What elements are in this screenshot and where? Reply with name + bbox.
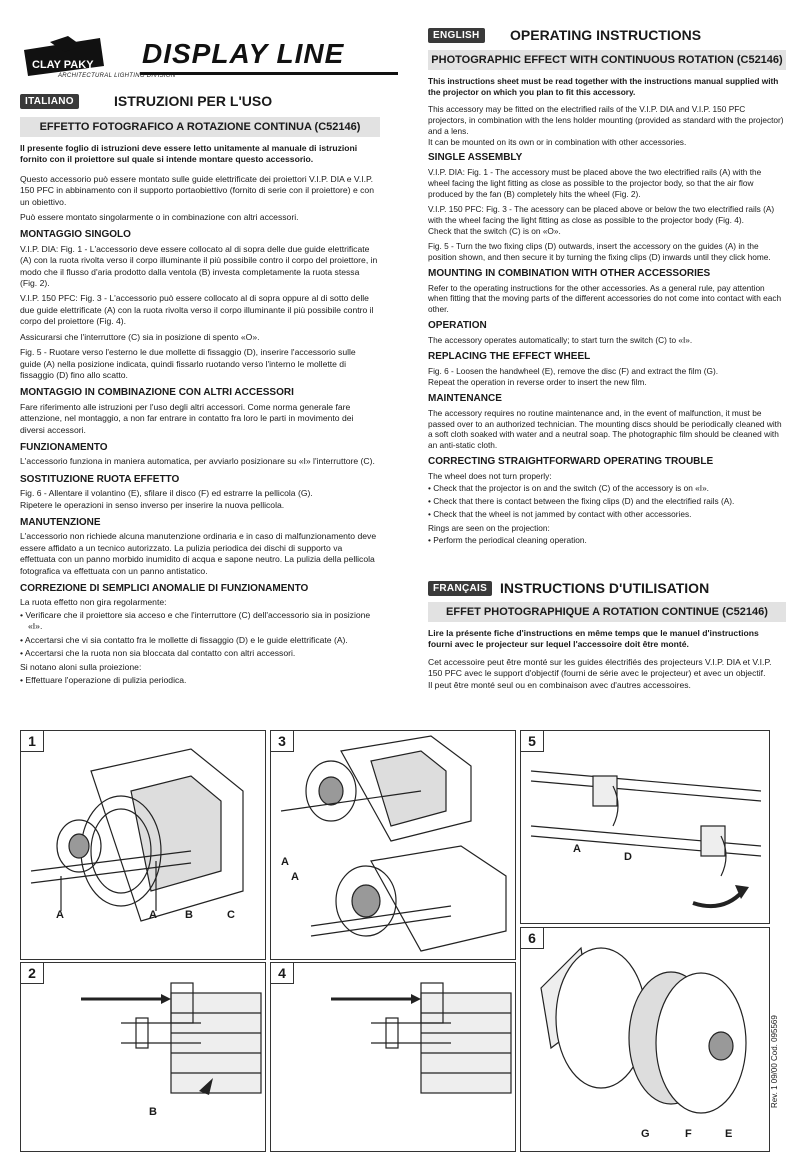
italiano-tag: ITALIANO xyxy=(20,94,79,109)
francais-p2: Il peut être monté seul ou en combinaison avec d'autres accessoires. xyxy=(428,679,691,690)
figure-number: 3 xyxy=(271,731,294,752)
italiano-h-trouble: CORREZIONE DI SEMPLICI ANOMALIE DI FUNZIONAMENTO xyxy=(20,583,309,594)
italiano-replace-1: Fig. 6 - Allentare il volantino (E), sfilare il disco (F) ed estrarre la pellicola (G). xyxy=(20,488,313,499)
italiano-single-1: V.I.P. DIA: Fig. 1 - L'accessorio deve essere collocato al di sopra delle due guide elettrificate (A) con la ruota rivolta verso il corpo illuminante il più possibile contro il corpo del proiettore, in modo che il flusso d'aria prodotto dalla ventola (B) investa completamente la ruota stessa (Fig. 2). xyxy=(20,243,378,289)
figure-4-drawing xyxy=(271,963,515,1151)
francais-p1: Cet accessoire peut être monté sur les guides électrifiés des projecteurs V.I.P. DIA et V.I.P. 150 PFC avec le support d'objectif (fourni de série avec le projecteur) et avec un objectif. xyxy=(428,656,772,679)
italiano-p1: Questo accessorio può essere montato sulle guide elettrificate dei proiettori V.I.P. DIA e V.I.P. 150 PFC in abbinamento con il supporto portaobiettivo (fornito di serie con il proiettore) e con un obiettivo. xyxy=(20,173,374,207)
italiano-trouble-intro: La ruota effetto non gira regolarmente: xyxy=(20,597,167,608)
figure-2 xyxy=(20,962,266,1152)
italiano-p2: Può essere montato singolarmente o in combinazione con altri accessori. xyxy=(20,212,299,223)
english-h-single: SINGLE ASSEMBLY xyxy=(428,152,523,164)
italiano-h-op: FUNZIONAMENTO xyxy=(20,441,108,453)
english-trouble-list2 xyxy=(428,535,784,546)
english-op: The accessory operates automatically; to start turn the switch (C) to «I». xyxy=(428,335,693,346)
italiano-h-combo: MONTAGGIO IN COMBINAZIONE CON ALTRI ACCESSORI xyxy=(20,387,294,399)
francais-tag: FRANÇAIS xyxy=(428,581,492,596)
italiano-replace-2: Ripetere le operazioni in senso inverso per inserire la nuova pellicola. xyxy=(20,499,285,510)
english-single-3: Check that the switch (C) is on «O». xyxy=(428,225,561,236)
list-item: • Check that the wheel is not jammed by contact with other accessories. xyxy=(428,508,692,519)
english-maint: The accessory requires no routine maintenance and, in the event of malfunction, it must be passed over to an authorized technician. The mounting discs should be periodically cleaned with a soft cloth soaked with water and a neutral soap. The photographic film should be cleaned with an anti-static cloth. xyxy=(428,407,782,451)
english-replace-2: Repeat the operation in reverse order to insert the new film. xyxy=(428,376,647,387)
italiano-trouble-intro2: Si notano aloni sulla proiezione: xyxy=(20,662,142,673)
english-subtitle: PHOTOGRAPHIC EFFECT WITH CONTINUOUS ROTATION (C52146) xyxy=(428,50,786,70)
figure-label: D xyxy=(624,851,632,863)
english-h-replace: REPLACING THE EFFECT WHEEL xyxy=(428,351,591,363)
francais-intro: Lire la présente fiche d'instructions en même temps que le manuel d'instructions fourni avec le projecteur sur lequel l'accessoire doit être monté. xyxy=(428,628,759,650)
brand-underline xyxy=(140,72,398,75)
english-p2: It can be mounted on its own or in combination with other accessories. xyxy=(428,136,687,147)
figure-number: 6 xyxy=(521,928,544,949)
figure-number: 2 xyxy=(21,963,44,984)
figure-4 xyxy=(270,962,516,1152)
figure-label: B xyxy=(149,1106,157,1118)
italiano-single-2: V.I.P. 150 PFC: Fig. 3 - L'accessorio può essere collocato al di sopra oppure al di sotto delle due guide elettrificate (A) con la ruota rivolta verso il corpo illuminante il più possibile contro il corpo del proiettore (Fig. 4). xyxy=(20,293,374,327)
italiano-trouble-list xyxy=(20,610,378,660)
italiano-h-single: MONTAGGIO SINGOLO xyxy=(20,229,131,241)
english-trouble-intro2: Rings are seen on the projection: xyxy=(428,522,550,533)
figure-label: A xyxy=(573,843,581,855)
figure-label: A xyxy=(56,909,64,921)
list-item: • Verificare che il proiettore sia acceso e che l'interruttore (C) dell'accessorio sia in posizione «I». xyxy=(20,609,371,632)
figure-6 xyxy=(520,927,770,1152)
figure-2-drawing xyxy=(21,963,265,1151)
italiano-trouble-list2 xyxy=(20,675,378,686)
logo-text: CLAY PAKY xyxy=(32,59,94,71)
list-item: • Check that the projector is on and the switch (C) of the accessory is on «I». xyxy=(428,483,709,494)
figure-number: 1 xyxy=(21,731,44,752)
english-single-2: V.I.P. 150 PFC: Fig. 3 - The acessory can be placed above or below the two electrified rails (A) with the wheel facing the light fitting as close as possible to the projector body (Fig. 4). xyxy=(428,204,775,225)
list-item: • Perform the periodical cleaning operation. xyxy=(428,534,587,545)
revision-code: Rev. 1 09/00 Cod. 095569 xyxy=(770,1015,779,1108)
italiano-intro: Il presente foglio di istruzioni deve essere letto unitamente al manuale di istruzioni fornito con il proiettore sul quale si intende montare questo accessorio. xyxy=(20,143,358,165)
italiano-combo: Fare riferimento alle istruzioni per l'uso degli altri accessori. Come norma generale fare attenzione, nel montaggio, a non far entrare in contatto fra loro le parti in movimento dei diversi accessori. xyxy=(20,401,354,435)
figure-label: B xyxy=(185,909,193,921)
italiano-op: L'accessorio funziona in maniera automatica, per avviarlo posizionare su «I» l'interruttore (C). xyxy=(20,456,375,467)
figure-label: A xyxy=(149,909,157,921)
francais-title: INSTRUCTIONS D'UTILISATION xyxy=(500,580,710,596)
list-item: • Accertarsi che la ruota non sia bloccata dal contatto con altri accessori. xyxy=(20,648,296,659)
english-h-trouble: CORRECTING STRAIGHTFORWARD OPERATING TROUBLE xyxy=(428,456,714,468)
italiano-subtitle: EFFETTO FOTOGRAFICO A ROTAZIONE CONTINUA (C52146) xyxy=(20,117,380,137)
brand-title: DISPLAY LINE xyxy=(142,38,345,69)
english-tag: ENGLISH xyxy=(428,28,485,43)
english-p1: This accessory may be fitted on the electrified rails of the V.I.P. DIA and V.I.P. 150 PFC projectors, in combination with the lens holder mounting (provided as standard with the projector) and a lens. xyxy=(428,103,784,136)
figure-label: F xyxy=(685,1128,692,1140)
figure-label: A xyxy=(281,856,289,868)
figure-label: G xyxy=(641,1128,650,1140)
english-h-combo: MOUNTING IN COMBINATION WITH OTHER ACCESSORIES xyxy=(428,267,711,279)
list-item: • Effettuare l'operazione di pulizia periodica. xyxy=(20,674,187,685)
english-intro: This instructions sheet must be read together with the instructions manual supplied with the projector on which you plan to fit this accessory. xyxy=(428,76,779,97)
english-h-maint: MAINTENANCE xyxy=(428,392,502,404)
francais-column xyxy=(428,628,784,695)
figure-3 xyxy=(270,730,516,960)
figure-label: C xyxy=(227,909,235,921)
figure-label: E xyxy=(725,1128,733,1140)
english-trouble-list xyxy=(428,483,784,520)
division-label: ARCHITECTURAL LIGHTING DIVISION xyxy=(58,73,176,79)
english-title: OPERATING INSTRUCTIONS xyxy=(510,27,702,43)
figure-6-drawing xyxy=(521,928,769,1151)
english-single-4: Fig. 5 - Turn the two fixing clips (D) outwards, insert the accessory on the guides (A) in the position shown, and then secure it by turning the fixing clips (D) inwards until they click home. xyxy=(428,240,771,262)
italiano-column xyxy=(20,143,378,689)
figure-5-drawing xyxy=(521,731,769,923)
francais-subtitle: EFFET PHOTOGRAPHIQUE A ROTATION CONTINUE (C52146) xyxy=(428,602,786,622)
italiano-h-replace: SOSTITUZIONE RUOTA EFFETTO xyxy=(20,473,180,485)
english-combo: Refer to the operating instructions for the other accessories. As a general rule, pay attention when fitting that the moving parts of the different accessories do not come into contact with each other. xyxy=(428,282,782,315)
italiano-single-4: Fig. 5 - Ruotare verso l'esterno le due mollette di fissaggio (D), inserire l'accessorio sulle guide (A) nella posizione indicata, quindi fissarlo ruotando verso l'interno le mollette di fissaggio (D) fino allo scatto. xyxy=(20,347,356,380)
figure-5 xyxy=(520,730,770,924)
english-replace-1: Fig. 6 - Loosen the handwheel (E), remove the disc (F) and extract the film (G). xyxy=(428,365,719,376)
list-item: • Accertarsi che vi sia contatto fra le mollette di fissaggio (D) e le guide elettrificate (A). xyxy=(20,634,348,645)
figure-number: 4 xyxy=(271,963,294,984)
italiano-maint: L'accessorio non richiede alcuna manutenzione ordinaria e in caso di malfunzionamento deve essere affidato a un tecnico autorizzato. La pulizia periodica dei dischi di supporto va effettuata con un panno morbido inumidito di acqua e sapone neutro. La pulizia della pellicola fotografica va effettuata con un panno antistatico. xyxy=(20,531,377,576)
english-h-op: OPERATION xyxy=(428,320,487,332)
figure-number: 5 xyxy=(521,731,544,752)
figure-label: A xyxy=(291,871,299,883)
figure-3-drawing xyxy=(271,731,515,959)
figure-1 xyxy=(20,730,266,960)
english-column xyxy=(428,76,784,549)
english-trouble-intro: The wheel does not turn properly: xyxy=(428,471,552,482)
italiano-title: ISTRUZIONI PER L'USO xyxy=(114,93,273,109)
english-single-1: V.I.P. DIA: Fig. 1 - The accessory must be placed above the two electrified rails (A) with the wheel facing the light fitting as close as possible to the projector body, so that the air flow produced by the fan (B) completely hits the wheel (Fig. 2). xyxy=(428,167,762,200)
figure-1-drawing xyxy=(21,731,265,959)
italiano-single-3: Assicurarsi che l'interruttore (C) sia in posizione di spento «O». xyxy=(20,331,260,342)
italiano-h-maint: MANUTENZIONE xyxy=(20,516,101,528)
list-item: • Check that there is contact between the fixing clips (D) and the electrified rails (A). xyxy=(428,496,735,506)
